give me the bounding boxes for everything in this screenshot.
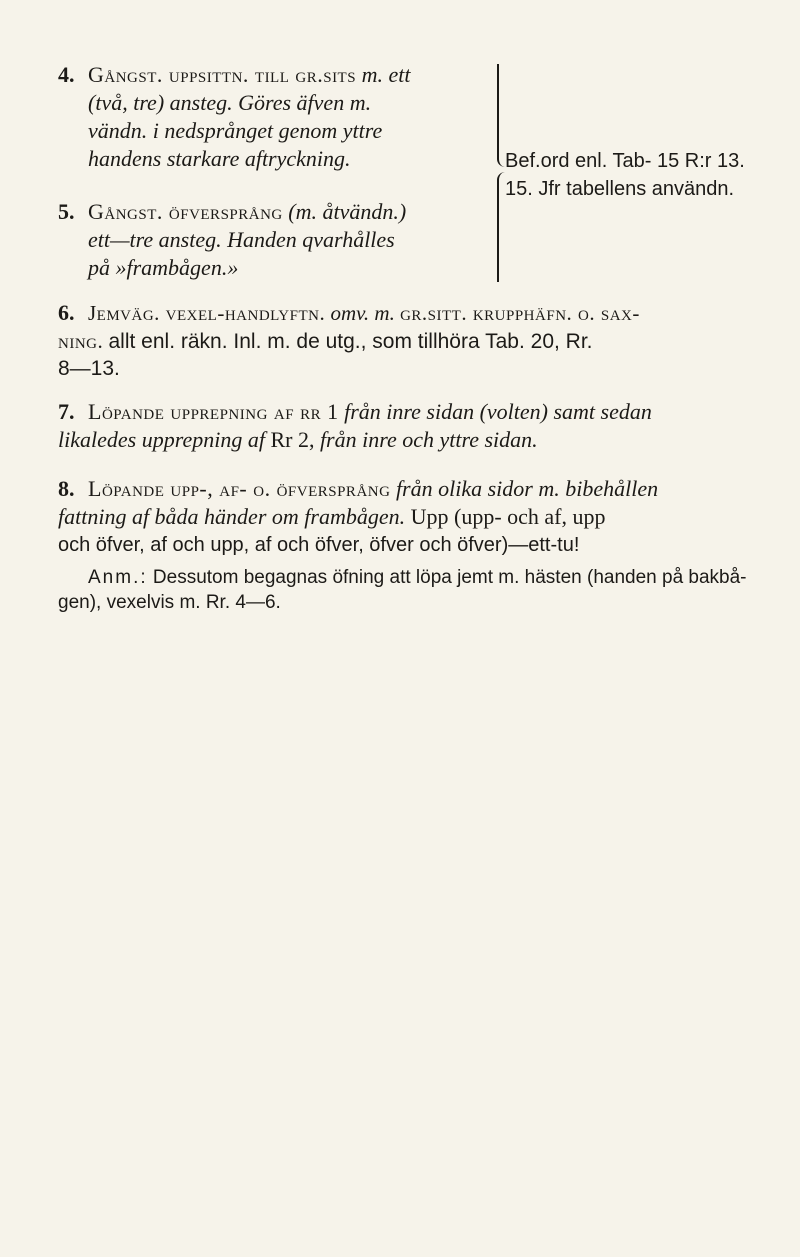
item-8-line-2-b: Upp (upp- och af, upp xyxy=(410,504,606,529)
item-7-heading-suffix: från inre sidan (volten) samt sedan xyxy=(344,399,652,424)
item-8-heading: Löpande upp-, af- o. öfversprång xyxy=(88,476,391,501)
item-7-heading: Löpande upprepning af rr 1 xyxy=(88,399,339,424)
item-5-line-3: på »frambågen.» xyxy=(88,255,239,280)
item-4-heading-suffix: m. ett xyxy=(361,62,411,87)
item-8-number: 8. xyxy=(58,476,75,501)
item-6-heading-end: gr.sitt. krupphäfn. o. sax- xyxy=(400,301,640,325)
item-7-line-2-b: Rr 2, xyxy=(270,427,315,452)
item-4-number: 4. xyxy=(58,62,75,87)
anm-text-1: Dessutom begagnas öfning att löpa jemt m. hästen (handen på bakbå- xyxy=(152,567,747,588)
item-6-line-1 xyxy=(88,299,640,327)
item-5-heading: Gångst. öfversprång xyxy=(88,199,283,224)
item-7-line-2 xyxy=(58,426,538,454)
item-8-line-1 xyxy=(88,475,658,503)
item-6-line-3: 8—13. xyxy=(58,357,120,380)
item-7-line-2-c: från inre och yttre sidan. xyxy=(319,427,538,452)
item-8-line-3: och öfver, af och upp, af och öfver, öfver och öfver)—ett-tu! xyxy=(58,534,580,556)
brace-lower xyxy=(497,172,505,282)
item-8-line-2 xyxy=(58,503,606,531)
item-6-line-2-head: ning. xyxy=(58,329,104,353)
item-6-heading-mid: omv. m. xyxy=(330,301,395,325)
anm-line-1 xyxy=(88,564,747,592)
item-4-line-2: (två, tre) ansteg. Göres äfven m. xyxy=(88,90,372,115)
side-note-line-2: 15. Jfr tabellens användn. xyxy=(505,178,735,200)
item-7-line-1 xyxy=(88,398,652,426)
item-4-line-1 xyxy=(88,61,410,89)
item-4-heading: Gångst. uppsittn. till gr.sits xyxy=(88,62,357,87)
anm-line-2: gen), vexelvis m. Rr. 4—6. xyxy=(58,592,281,613)
item-7-line-2-a: likaledes upprepning af xyxy=(58,427,265,452)
item-6-heading: Jemväg. vexel-handlyftn. xyxy=(88,301,326,325)
item-6-line-2 xyxy=(58,327,593,356)
item-5-number: 5. xyxy=(58,199,75,224)
side-note-line-1: Bef.ord enl. Tab- 15 R:r 13. xyxy=(505,150,745,172)
item-7-number: 7. xyxy=(58,399,75,424)
item-6-number: 6. xyxy=(58,300,75,325)
item-6-line-2-text: allt enl. räkn. Inl. m. de utg., som tillhöra Tab. 20, Rr. xyxy=(108,330,593,353)
item-5-line-2: ett—tre ansteg. Handen qvarhålles xyxy=(88,227,395,252)
brace-upper xyxy=(497,64,505,167)
item-4-line-4: handens starkare aftryckning. xyxy=(88,146,351,171)
anm-label: Anm.: xyxy=(88,567,148,588)
item-5-heading-suffix: (m. åtvändn.) xyxy=(288,199,407,224)
item-8-line-2-a: fattning af båda händer om frambågen. xyxy=(58,504,406,529)
item-5-line-1 xyxy=(88,198,406,226)
item-4-line-3: vändn. i nedsprånget genom yttre xyxy=(88,118,383,143)
item-8-heading-suffix: från olika sidor m. bibehållen xyxy=(395,476,659,501)
